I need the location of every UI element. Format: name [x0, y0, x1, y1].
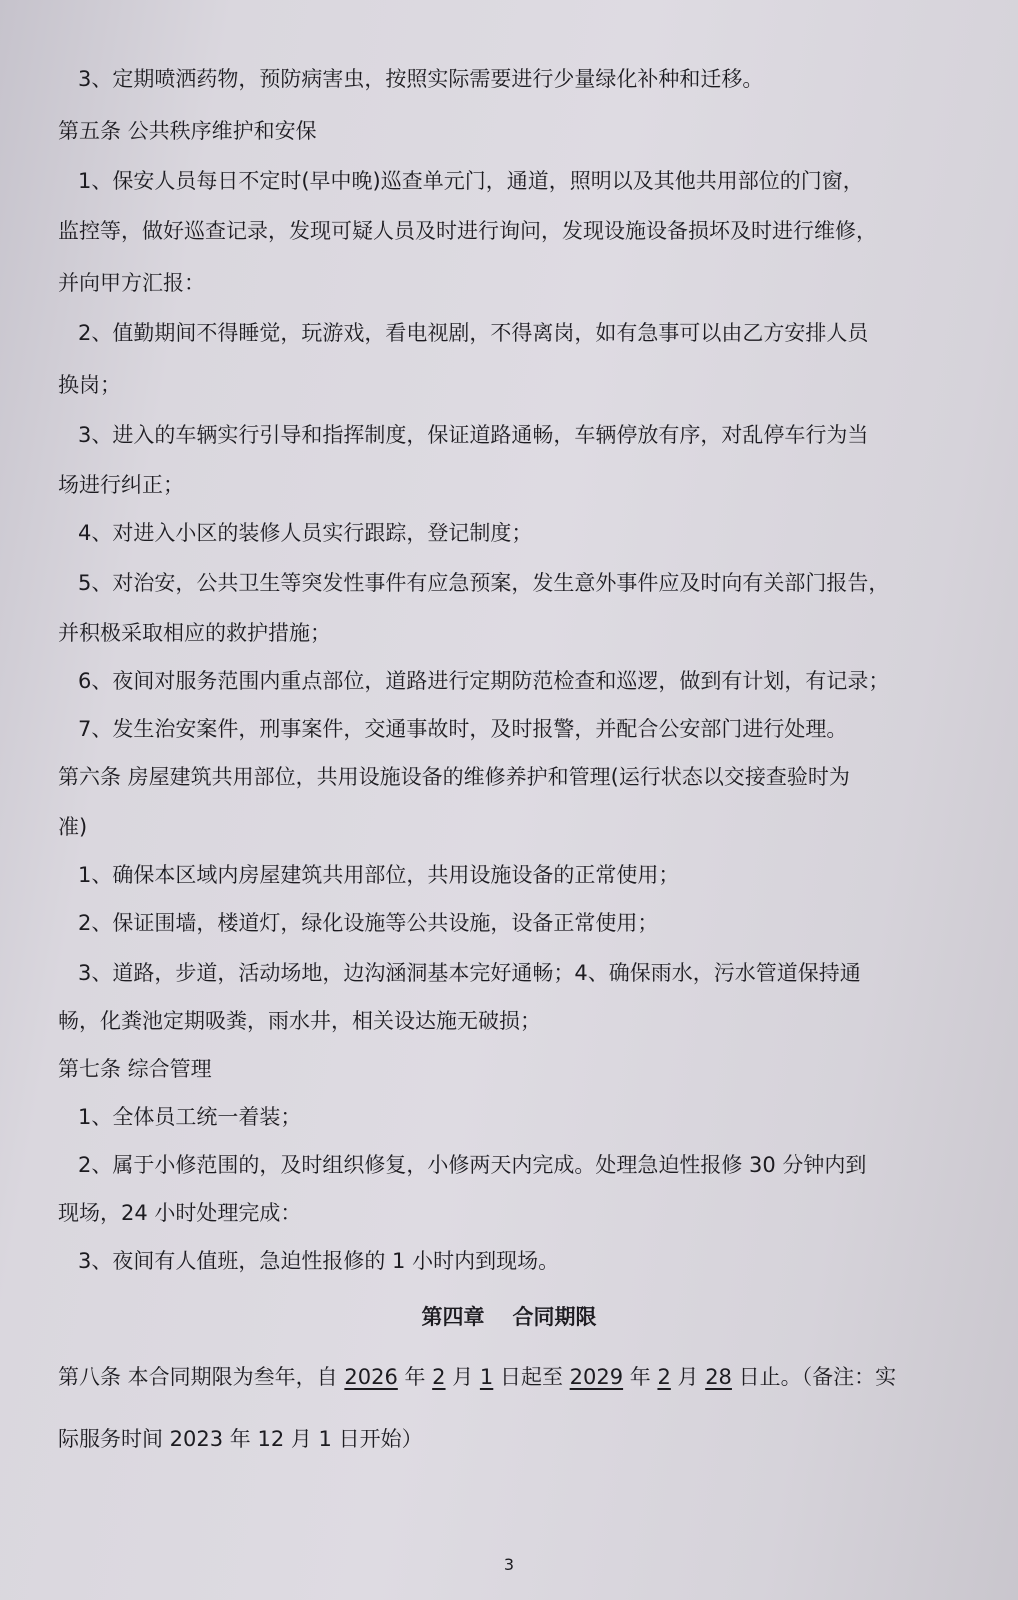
chapter-title: 合同期限 — [512, 1305, 597, 1329]
end-year: 2029 — [569, 1365, 624, 1389]
text-line: 3、进入的车辆实行引导和指挥制度，保证道路通畅，车辆停放有序，对乱停车行为当 — [78, 423, 869, 447]
text-line: 6、夜间对服务范围内重点部位，道路进行定期防范检查和巡逻，做到有计划，有记录； — [78, 669, 890, 693]
text-line: 3、定期喷洒药物，预防病害虫，按照实际需要进行少量绿化补种和迁移。 — [78, 67, 764, 91]
text-line: 1、确保本区域内房屋建筑共用部位，共用设施设备的正常使用； — [78, 863, 680, 887]
text-line: 场进行纠正； — [58, 473, 184, 497]
article-heading: 第七条 综合管理 — [58, 1057, 212, 1081]
text-line: 1、全体员工统一着装； — [78, 1105, 302, 1129]
text-fragment: 年 — [397, 1365, 433, 1389]
chapter-number: 第四章 — [421, 1305, 485, 1329]
text-fragment: 月 — [445, 1365, 480, 1389]
article-8-line-2: 际服务时间 2023 年 12 月 1 日开始） — [58, 1427, 423, 1451]
text-line: 畅，化粪池定期吸粪，雨水井，相关设达施无破损； — [58, 1009, 541, 1033]
end-day: 28 — [705, 1365, 732, 1389]
text-line: 3、道路，步道，活动场地，边沟涵洞基本完好通畅；4、确保雨水，污水管道保持通 — [78, 961, 861, 985]
text-line: 1、保安人员每日不定时(早中晚)巡查单元门，通道，照明以及其他共用部位的门窗， — [78, 169, 864, 193]
text-fragment: 月 — [670, 1365, 706, 1389]
text-line: 5、对治安，公共卫生等突发性事件有应急预案，发生意外事件应及时向有关部门报告， — [78, 571, 890, 595]
text-line: 并积极采取相应的救护措施； — [58, 621, 331, 645]
text-line: 4、对进入小区的装修人员实行跟踪，登记制度； — [78, 521, 533, 545]
text-fragment: 年 — [623, 1365, 658, 1389]
text-fragment: 日止。（备注：实 — [731, 1365, 897, 1389]
text-line: 3、夜间有人值班，急迫性报修的 1 小时内到现场。 — [78, 1249, 560, 1273]
text-line: 2、值勤期间不得睡觉，玩游戏，看电视剧，不得离岗，如有急事可以由乙方安排人员 — [78, 321, 869, 345]
page-number: 3 — [503, 1555, 515, 1574]
text-line: 2、保证围墙，楼道灯，绿化设施等公共设施，设备正常使用； — [78, 911, 659, 935]
start-day: 1 — [479, 1365, 494, 1389]
text-line: 现场，24 小时处理完成： — [58, 1201, 302, 1225]
article-heading: 第六条 房屋建筑共用部位，共用设施设备的维修养护和管理(运行状态以交接查验时为 — [58, 765, 850, 789]
start-year: 2026 — [344, 1365, 398, 1389]
text-line: 换岗； — [58, 373, 121, 397]
article-8-prefix: 第八条 本合同期限为叁年，自 — [58, 1365, 345, 1389]
text-line: 并向甲方汇报： — [58, 271, 205, 295]
start-month: 2 — [432, 1365, 446, 1389]
chapter-heading — [0, 1302, 1018, 1332]
article-heading: 第五条 公共秩序维护和安保 — [58, 119, 317, 143]
text-fragment: 日起至 — [493, 1365, 570, 1389]
text-line: 7、发生治安案件，刑事案件，交通事故时，及时报警，并配合公安部门进行处理。 — [78, 717, 848, 741]
article-8-line-1 — [58, 1362, 958, 1392]
text-line: 监控等，做好巡查记录，发现可疑人员及时进行询问，发现设施设备损坏及时进行维修， — [58, 219, 877, 243]
text-line: 2、属于小修范围的，及时组织修复，小修两天内完成。处理急迫性报修 30 分钟内到 — [78, 1153, 867, 1177]
end-month: 2 — [657, 1365, 671, 1389]
text-line: 准) — [58, 815, 88, 839]
